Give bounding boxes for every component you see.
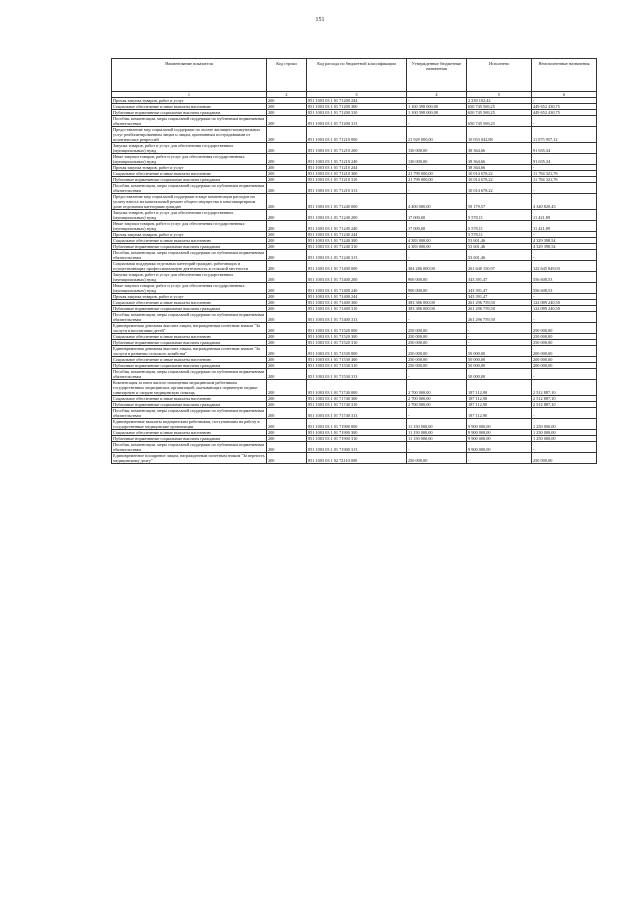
row-executed: 53 601,46 [467, 238, 532, 244]
row-line-code: 200 [267, 419, 307, 430]
row-approved: 17 000,00 [407, 210, 467, 221]
row-line-code: 200 [267, 453, 307, 464]
row-executed: 50 000,00 [467, 346, 532, 357]
row-approved: 21 799 000,00 [407, 171, 467, 177]
row-remaining: 250 000,00 [532, 340, 597, 346]
row-approved: 2 700 000,00 [407, 380, 467, 396]
row-expense-code: 851 1003 03 1 01 71210 300 [307, 171, 407, 177]
row-remaining: 122 645 849,03 [532, 261, 597, 272]
row-approved: - [407, 369, 467, 380]
row-line-code: 200 [267, 165, 307, 171]
row-executed: 10 014 678,22 [467, 171, 532, 177]
row-name: Компенсация за наем жилого помещения медицинским работникам государственных медицинских организаций, оказывающих первичную медико-санитарную и скорую медицинскую помощь [112, 380, 267, 396]
row-approved: 21 929 000,00 [407, 127, 467, 143]
row-expense-code: 851 1003 03 1 01 71740 313 [307, 408, 407, 419]
row-approved: 250 000,00 [407, 363, 467, 369]
row-expense-code: 851 1003 03 1 01 71520 310 [307, 340, 407, 346]
row-remaining: 1 250 000,00 [532, 430, 597, 436]
row-name: Прочая закупка товаров, работ и услуг [112, 294, 267, 300]
column-number: 4 [407, 92, 467, 98]
row-line-code: 200 [267, 104, 307, 110]
row-name: Единовременная денежная выплата лицам, награжденным почетным знаком "За заслуги в развитии сельского хозяйства" [112, 346, 267, 357]
row-approved: - [407, 312, 467, 323]
row-executed: 38 364,66 [467, 143, 532, 154]
row-remaining: - [532, 250, 597, 261]
row-executed: 261 640 150,97 [467, 261, 532, 272]
row-expense-code: 851 1003 03 1 01 71740 300 [307, 396, 407, 402]
row-line-code: 200 [267, 402, 307, 408]
row-remaining: 449 652 430,75 [532, 104, 597, 110]
header-executed: Исполнено [467, 59, 532, 92]
row-expense-code: 851 1003 03 1 01 71900 300 [307, 430, 407, 436]
budget-execution-table [111, 58, 597, 464]
row-executed: 38 364,66 [467, 154, 532, 165]
row-expense-code: 851 1003 03 1 01 71530 000 [307, 346, 407, 357]
row-executed: 343 391,47 [467, 294, 532, 300]
row-name: Прочая закупка товаров, работ и услуг [112, 165, 267, 171]
row-name: Иные закупки товаров, работ и услуг для обеспечения государственных (муниципальных) нужд [112, 154, 267, 165]
row-executed: - [467, 340, 532, 346]
row-approved: - [407, 442, 467, 453]
row-expense-code: 851 1003 03 1 01 71900 310 [307, 436, 407, 442]
table-row [112, 116, 597, 127]
row-remaining: 200 000,00 [532, 346, 597, 357]
row-remaining: 449 652 430,75 [532, 110, 597, 116]
row-remaining: 556 608,53 [532, 272, 597, 283]
row-expense-code: 851 1003 03 1 01 71240 200 [307, 210, 407, 221]
row-remaining: 11 784 321,78 [532, 171, 597, 177]
row-name: Социальная поддержка отдельных категорий граждан, работающих и осуществляющих профессиональную деятельность в сельской местности [112, 261, 267, 272]
row-executed: 5 578,11 [467, 221, 532, 232]
row-line-code: 200 [267, 369, 307, 380]
row-expense-code: 851 1003 03 1 02 72110 000 [307, 453, 407, 464]
table-row [112, 369, 597, 380]
column-number: 2 [267, 92, 307, 98]
row-expense-code: 851 1003 03 1 01 71200 313 [307, 116, 407, 127]
row-remaining: 11 875 957,12 [532, 127, 597, 143]
row-remaining: - [532, 98, 597, 104]
row-name: Социальное обеспечение и иные выплаты населению [112, 238, 267, 244]
row-expense-code: 851 1003 03 1 01 71210 200 [307, 143, 407, 154]
row-remaining: - [532, 165, 597, 171]
row-line-code: 200 [267, 110, 307, 116]
row-name: Социальное обеспечение и иные выплаты населению [112, 104, 267, 110]
row-approved: 900 000,00 [407, 272, 467, 283]
row-expense-code: 851 1003 03 1 01 71400 310 [307, 306, 407, 312]
row-line-code: 200 [267, 357, 307, 363]
row-name: Предоставление мер социальной поддержки в виде компенсации расходов на уплату взноса на капитальный ремонт общего имущества в многоквартирном доме отдельным категориям граждан [112, 194, 267, 210]
row-name: Единовременное поощрение лицам, награжденным почетным знаком "За верность медицинскому долгу" [113, 453, 265, 463]
row-remaining: - [532, 369, 597, 380]
header-remaining: Неисполненные назначения [532, 59, 597, 92]
row-remaining: 122 089 240,50 [532, 300, 597, 306]
table-row [112, 143, 597, 154]
row-approved: - [407, 250, 467, 261]
row-expense-code: 851 1003 03 1 01 71210 240 [307, 154, 407, 165]
row-name: Закупка товаров, работ и услуг для обеспечения государственных (муниципальных) нужд [112, 210, 267, 221]
row-approved: 250 000,00 [407, 346, 467, 357]
row-remaining: 122 089 240,50 [532, 306, 597, 312]
column-number: 5 [467, 92, 532, 98]
row-expense-code: 851 1003 03 1 01 71530 313 [307, 369, 407, 380]
row-executed: 9 900 000,00 [467, 419, 532, 430]
row-name: Публичные нормативные социальные выплаты гражданам [112, 436, 267, 442]
row-remaining: 2 512 887,10 [532, 380, 597, 396]
row-executed: 50 000,00 [467, 357, 532, 363]
row-line-code: 200 [267, 334, 307, 340]
row-line-code: 200 [267, 306, 307, 312]
row-approved: 383 386 000,00 [407, 300, 467, 306]
table-row [112, 380, 597, 396]
row-expense-code: 851 1003 03 1 01 71740 310 [307, 402, 407, 408]
row-expense-code: 851 1003 03 1 01 71240 244 [307, 232, 407, 238]
column-number: 6 [532, 92, 597, 98]
row-executed: 10 014 678,22 [467, 183, 532, 194]
row-remaining: 250 000,00 [532, 334, 597, 340]
row-executed: - [467, 334, 532, 340]
row-approved: 250 000,00 [407, 453, 467, 464]
row-expense-code: 851 1003 03 1 01 71400 000 [307, 261, 407, 272]
row-approved: 2 700 000,00 [407, 402, 467, 408]
row-remaining: 11 421,89 [532, 221, 597, 232]
row-executed: 343 391,47 [467, 283, 532, 294]
row-remaining: 4 329 398,54 [532, 244, 597, 250]
row-executed: 187 112,90 [467, 380, 532, 396]
row-executed: 261 296 759,50 [467, 312, 532, 323]
row-executed: 10 053 042,88 [467, 127, 532, 143]
row-executed: - [467, 323, 532, 334]
row-expense-code: 851 1003 03 1 01 71240 313 [307, 250, 407, 261]
row-approved: 17 000,00 [407, 221, 467, 232]
row-approved: 250 000,00 [407, 334, 467, 340]
row-expense-code: 851 1003 03 1 01 71210 310 [307, 177, 407, 183]
row-approved: 11 150 000,00 [407, 436, 467, 442]
table-row [112, 194, 597, 210]
row-line-code: 200 [267, 143, 307, 154]
row-line-code: 200 [267, 154, 307, 165]
row-name: Социальное обеспечение и иные выплаты населению [112, 396, 267, 402]
row-approved: 250 000,00 [407, 340, 467, 346]
row-line-code: 200 [267, 238, 307, 244]
row-executed: 10 014 678,22 [467, 177, 532, 183]
row-approved: - [407, 232, 467, 238]
table-row [112, 210, 597, 221]
row-expense-code: 851 1003 03 1 01 71400 313 [307, 312, 407, 323]
row-line-code: 200 [267, 346, 307, 357]
row-line-code: 200 [267, 183, 307, 194]
row-remaining: 4 340 820,43 [532, 194, 597, 210]
row-line-code: 200 [267, 171, 307, 177]
row-executed: 343 391,47 [467, 272, 532, 283]
row-executed: 650 745 569,25 [467, 116, 532, 127]
row-line-code: 200 [267, 430, 307, 436]
row-line-code: 200 [267, 408, 307, 419]
row-approved: 4 383 000,00 [407, 244, 467, 250]
row-name: Публичные нормативные социальные выплаты гражданам [112, 340, 267, 346]
row-remaining: - [532, 232, 597, 238]
row-line-code: 200 [267, 436, 307, 442]
header-indicator-name: Наименование показателя [112, 59, 267, 92]
row-remaining: 2 512 887,10 [532, 402, 597, 408]
table-row [112, 453, 597, 464]
row-executed: 5 578,11 [467, 232, 532, 238]
row-executed: 261 296 759,50 [467, 306, 532, 312]
row-name: Публичные нормативные социальные выплаты гражданам [112, 244, 267, 250]
row-line-code: 200 [267, 323, 307, 334]
row-line-code: 200 [267, 261, 307, 272]
row-name: Публичные нормативные социальные выплаты гражданам [112, 402, 267, 408]
row-name: Публичные нормативные социальные выплаты гражданам [112, 110, 267, 116]
table-row [112, 323, 597, 334]
row-expense-code: 851 1003 03 1 01 71400 240 [307, 283, 407, 294]
row-expense-code: 851 1003 03 1 01 71200 300 [307, 104, 407, 110]
row-remaining: 91 635,34 [532, 154, 597, 165]
row-remaining: 2 512 887,10 [532, 396, 597, 402]
row-expense-code: 851 1003 03 1 01 71530 300 [307, 357, 407, 363]
row-line-code: 200 [267, 116, 307, 127]
row-line-code: 200 [267, 232, 307, 238]
table-row [112, 250, 597, 261]
row-expense-code: 851 1003 03 1 01 71240 310 [307, 244, 407, 250]
row-expense-code: 851 1003 03 1 01 71740 000 [307, 380, 407, 396]
row-expense-code: 851 1003 03 1 01 71200 244 [307, 98, 407, 104]
table-row [112, 261, 597, 272]
row-approved: 4 400 000,00 [407, 194, 467, 210]
row-remaining: 200 000,00 [532, 363, 597, 369]
row-name: Социальное обеспечение и иные выплаты населению [112, 171, 267, 177]
row-expense-code: 851 1003 03 1 01 71400 300 [307, 300, 407, 306]
row-name: Социальное обеспечение и иные выплаты населению [112, 300, 267, 306]
row-line-code: 200 [267, 250, 307, 261]
row-expense-code: 851 1003 03 1 01 71520 300 [307, 334, 407, 340]
row-executed: 187 112,90 [467, 408, 532, 419]
page-number: 151 [315, 17, 325, 23]
row-expense-code: 851 1003 03 1 01 71240 300 [307, 238, 407, 244]
row-name: Пособия, компенсации, меры социальной поддержки по публичным нормативным обязательствам [112, 442, 267, 453]
row-line-code: 200 [267, 177, 307, 183]
row-line-code: 200 [267, 300, 307, 306]
row-executed: 5 578,11 [467, 210, 532, 221]
row-executed: - [467, 453, 532, 464]
row-approved: 1 100 398 000,00 [407, 110, 467, 116]
row-approved: 4 383 000,00 [407, 238, 467, 244]
header-expense-code: Код расхода по бюджетной классификации [307, 59, 407, 92]
row-remaining: 556 608,53 [532, 283, 597, 294]
column-number: 3 [307, 92, 407, 98]
row-name: Социальное обеспечение и иные выплаты населению [112, 357, 267, 363]
row-name: Единовременные выплаты медицинским работникам, поступившим на работу в государственные медицинские организации [112, 419, 267, 430]
row-name: Пособия, компенсации, меры социальной поддержки по публичным нормативным обязательствам [112, 312, 267, 323]
row-line-code: 200 [267, 294, 307, 300]
row-line-code: 200 [267, 396, 307, 402]
row-approved: - [407, 98, 467, 104]
row-remaining: 250 000,00 [532, 323, 597, 334]
row-line-code: 200 [267, 442, 307, 453]
row-expense-code: 851 1003 03 1 01 71240 000 [307, 194, 407, 210]
column-number: 1 [112, 92, 267, 98]
table-row [112, 408, 597, 419]
row-line-code: 200 [267, 380, 307, 396]
row-remaining: 1 250 000,00 [532, 436, 597, 442]
row-line-code: 200 [267, 194, 307, 210]
row-approved: - [407, 165, 467, 171]
row-approved: - [407, 116, 467, 127]
row-expense-code: 851 1003 03 1 01 71900 313 [307, 442, 407, 453]
table-body [112, 98, 597, 464]
row-expense-code: 851 1003 03 1 01 71200 310 [307, 110, 407, 116]
row-name: Пособия, компенсации, меры социальной поддержки по публичным нормативным обязательствам [112, 408, 267, 419]
row-remaining: 200 000,00 [532, 357, 597, 363]
row-remaining: 4 329 398,54 [532, 238, 597, 244]
row-executed: 53 601,46 [467, 250, 532, 261]
table-row [112, 346, 597, 357]
table-header-row [112, 59, 597, 92]
row-remaining: - [532, 294, 597, 300]
row-executed: 187 112,90 [467, 402, 532, 408]
row-name: Публичные нормативные социальные выплаты гражданам [112, 306, 267, 312]
row-name: Иные закупки товаров, работ и услуг для обеспечения государственных (муниципальных) нужд [112, 221, 267, 232]
table-row [112, 312, 597, 323]
row-name: Закупка товаров, работ и услуг для обеспечения государственных (муниципальных) нужд [112, 272, 267, 283]
row-expense-code: 851 1003 03 1 01 71530 310 [307, 363, 407, 369]
row-name: Пособия, компенсации, меры социальной поддержки по публичным нормативным обязательствам [112, 250, 267, 261]
row-expense-code: 851 1003 03 1 01 71400 244 [307, 294, 407, 300]
row-remaining: 1 250 000,00 [532, 419, 597, 430]
row-line-code: 200 [267, 340, 307, 346]
row-approved: 2 700 000,00 [407, 396, 467, 402]
row-name: Прочая закупка товаров, работ и услуг [112, 232, 267, 238]
row-approved: - [407, 408, 467, 419]
row-approved: 900 000,00 [407, 283, 467, 294]
row-executed: 59 179,57 [467, 194, 532, 210]
row-executed: 9 900 000,00 [467, 430, 532, 436]
row-approved: 1 100 398 000,00 [407, 104, 467, 110]
header-line-code: Код строки [267, 59, 307, 92]
row-executed: 187 112,90 [467, 396, 532, 402]
row-expense-code: 851 1003 03 1 01 71520 000 [307, 323, 407, 334]
row-approved: 130 000,00 [407, 154, 467, 165]
table-row [112, 127, 597, 143]
row-remaining: 250 000,00 [532, 453, 597, 464]
row-remaining: 11 784 321,78 [532, 177, 597, 183]
row-remaining: - [532, 183, 597, 194]
row-executed: 261 296 759,50 [467, 300, 532, 306]
row-executed: 650 745 569,25 [467, 110, 532, 116]
row-line-code: 200 [267, 363, 307, 369]
row-executed: 50 000,00 [467, 363, 532, 369]
row-line-code: 200 [267, 312, 307, 323]
row-approved: 21 799 000,00 [407, 177, 467, 183]
row-line-code: 200 [267, 210, 307, 221]
row-expense-code: 851 1003 03 1 01 71210 313 [307, 183, 407, 194]
row-approved: 130 000,00 [407, 143, 467, 154]
row-name: Прочая закупка товаров, работ и услуг [112, 98, 267, 104]
row-line-code: 200 [267, 221, 307, 232]
row-name: Социальное обеспечение и иные выплаты населению [112, 334, 267, 340]
row-approved: 11 150 000,00 [407, 430, 467, 436]
row-remaining: - [532, 442, 597, 453]
row-executed: 50 000,00 [467, 369, 532, 380]
table-row [112, 272, 597, 283]
row-approved: 11 150 000,00 [407, 419, 467, 430]
row-name: Пособия, компенсации, меры социальной поддержки по публичным нормативным обязательствам [112, 183, 267, 194]
row-line-code: 200 [267, 272, 307, 283]
row-name: Пособия, компенсации, меры социальной поддержки по публичным нормативным обязательствам [112, 369, 267, 380]
row-executed: 9 900 000,00 [467, 442, 532, 453]
row-name: Единовременная денежная выплата лицам, награжденным почетным знаком "За заслуги в воспитании детей" [112, 323, 267, 334]
row-expense-code: 851 1003 03 1 01 71900 000 [307, 419, 407, 430]
row-line-code: 200 [267, 98, 307, 104]
row-remaining: - [532, 408, 597, 419]
row-name: Социальное обеспечение и иные выплаты населению [112, 430, 267, 436]
row-name: Предоставление мер социальной поддержки по оплате жилищно-коммунальных услуг реабилитированным лицам и лицам, признанным пострадавшими от политических репрессий [112, 127, 267, 143]
row-approved: 250 000,00 [407, 357, 467, 363]
table-row [112, 419, 597, 430]
row-executed: 53 601,46 [467, 244, 532, 250]
row-name: Публичные нормативные социальные выплаты гражданам [112, 177, 267, 183]
row-expense-code: 851 1003 03 1 01 71210 000 [307, 127, 407, 143]
row-name: Закупка товаров, работ и услуг для обеспечения государственных (муниципальных) нужд [112, 143, 267, 154]
row-approved: 250 000,00 [407, 323, 467, 334]
row-executed: 2 239 102,42 [467, 98, 532, 104]
row-executed: 650 745 569,25 [467, 104, 532, 110]
row-expense-code: 851 1003 03 1 01 71240 240 [307, 221, 407, 232]
table-row [112, 442, 597, 453]
header-approved: Утвержденные бюджетные назначения [407, 59, 467, 92]
row-remaining: - [532, 312, 597, 323]
row-expense-code: 851 1003 03 1 01 71210 244 [307, 165, 407, 171]
row-line-code: 200 [267, 283, 307, 294]
table-row [112, 283, 597, 294]
row-remaining: 91 635,34 [532, 143, 597, 154]
table-row [112, 154, 597, 165]
row-remaining: 11 421,89 [532, 210, 597, 221]
row-name: Публичные нормативные социальные выплаты гражданам [112, 363, 267, 369]
row-approved: - [407, 183, 467, 194]
row-line-code: 200 [267, 127, 307, 143]
table-row [112, 183, 597, 194]
row-executed: 38 364,66 [467, 165, 532, 171]
row-name: Пособия, компенсации, меры социальной поддержки по публичным нормативным обязательствам [112, 116, 267, 127]
table-row [112, 221, 597, 232]
row-remaining: - [532, 116, 597, 127]
row-approved: - [407, 294, 467, 300]
row-expense-code: 851 1003 03 1 01 71400 200 [307, 272, 407, 283]
row-executed: 9 900 000,00 [467, 436, 532, 442]
row-line-code: 200 [267, 244, 307, 250]
row-approved: 384 286 000,00 [407, 261, 467, 272]
row-approved: 383 386 000,00 [407, 306, 467, 312]
row-name: Иные закупки товаров, работ и услуг для обеспечения государственных (муниципальных) нужд [112, 283, 267, 294]
